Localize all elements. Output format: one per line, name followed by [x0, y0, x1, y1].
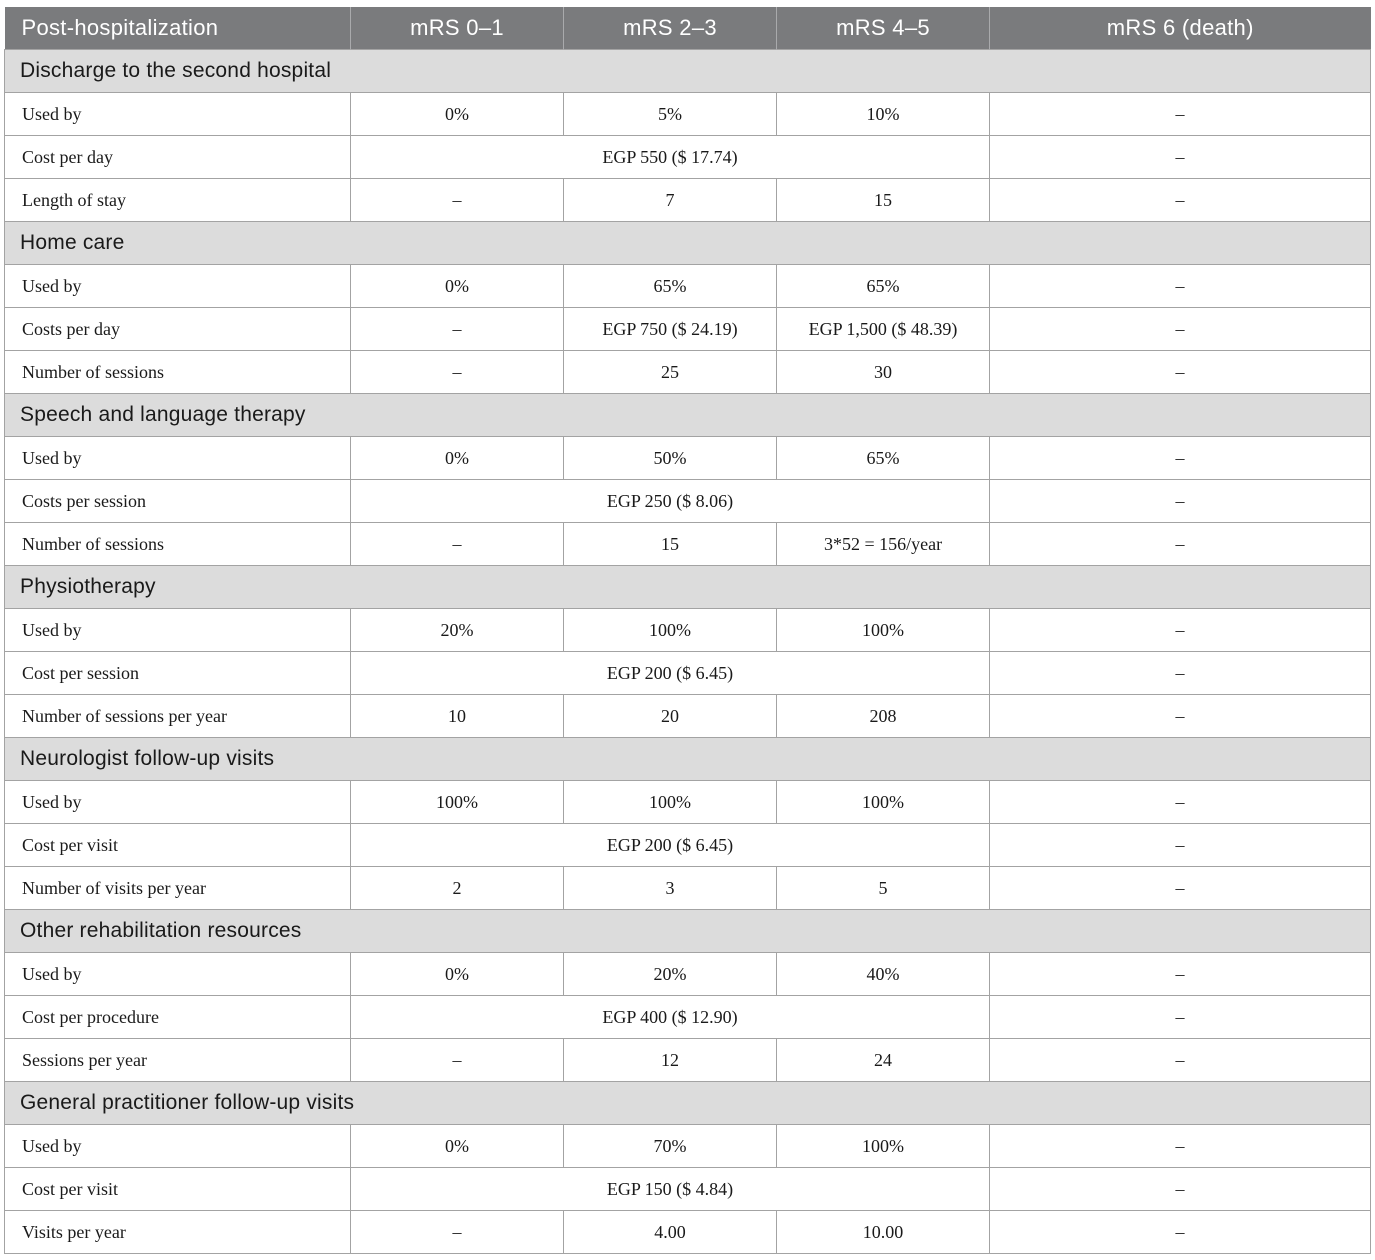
cell-mrs-6: –: [990, 1039, 1371, 1082]
cell-mrs-4-5: 208: [777, 695, 990, 738]
cell-mrs-0-5-shared: EGP 200 ($ 6.45): [351, 652, 990, 695]
cell-mrs-2-3: 7: [564, 179, 777, 222]
table-row: [5, 136, 1371, 179]
cell-mrs-0-5-shared: EGP 250 ($ 8.06): [351, 480, 990, 523]
cell-mrs-0-1: –: [351, 523, 564, 566]
section-title: Neurologist follow-up visits: [5, 738, 1371, 781]
table-row: [5, 824, 1371, 867]
header-cell-mrs-2-3: mRS 2–3: [564, 7, 777, 50]
table-row: [5, 265, 1371, 308]
row-label: Number of sessions: [5, 351, 351, 394]
section-row: [5, 50, 1371, 93]
cell-mrs-2-3: 25: [564, 351, 777, 394]
cell-mrs-2-3: EGP 750 ($ 24.19): [564, 308, 777, 351]
row-label: Used by: [5, 1125, 351, 1168]
cell-mrs-2-3: 65%: [564, 265, 777, 308]
section-row: [5, 738, 1371, 781]
cell-mrs-0-1: 10: [351, 695, 564, 738]
row-label: Cost per visit: [5, 824, 351, 867]
cell-mrs-0-5-shared: EGP 550 ($ 17.74): [351, 136, 990, 179]
cell-mrs-2-3: 4.00: [564, 1211, 777, 1254]
cell-mrs-6: –: [990, 93, 1371, 136]
header-cell-mrs-4-5: mRS 4–5: [777, 7, 990, 50]
cell-mrs-0-1: –: [351, 1211, 564, 1254]
table-row: [5, 953, 1371, 996]
cell-mrs-4-5: EGP 1,500 ($ 48.39): [777, 308, 990, 351]
cell-mrs-6: –: [990, 308, 1371, 351]
row-label: Number of sessions: [5, 523, 351, 566]
cell-mrs-4-5: 5: [777, 867, 990, 910]
table-row: [5, 437, 1371, 480]
cell-mrs-0-1: –: [351, 351, 564, 394]
cell-mrs-0-1: 20%: [351, 609, 564, 652]
row-label: Length of stay: [5, 179, 351, 222]
cell-mrs-2-3: 12: [564, 1039, 777, 1082]
cell-mrs-0-1: 0%: [351, 1125, 564, 1168]
row-label: Cost per day: [5, 136, 351, 179]
cell-mrs-0-1: –: [351, 179, 564, 222]
cell-mrs-0-1: –: [351, 308, 564, 351]
table-row: [5, 523, 1371, 566]
cell-mrs-4-5: 10.00: [777, 1211, 990, 1254]
section-row: [5, 566, 1371, 609]
cell-mrs-2-3: 15: [564, 523, 777, 566]
table-row: [5, 781, 1371, 824]
cell-mrs-6: –: [990, 179, 1371, 222]
header-cell-post-hospitalization: Post-hospitalization: [5, 7, 351, 50]
table-row: [5, 480, 1371, 523]
header-row: [5, 7, 1371, 50]
section-title: Speech and language therapy: [5, 394, 1371, 437]
header-cell-mrs-0-1: mRS 0–1: [351, 7, 564, 50]
row-label: Number of visits per year: [5, 867, 351, 910]
section-title: General practitioner follow-up visits: [5, 1082, 1371, 1125]
cell-mrs-2-3: 20: [564, 695, 777, 738]
cell-mrs-4-5: 65%: [777, 265, 990, 308]
table-row: [5, 93, 1371, 136]
table-row: [5, 1039, 1371, 1082]
section-row: [5, 1082, 1371, 1125]
row-label: Used by: [5, 609, 351, 652]
cell-mrs-4-5: 100%: [777, 1125, 990, 1168]
cell-mrs-0-5-shared: EGP 200 ($ 6.45): [351, 824, 990, 867]
row-label: Used by: [5, 437, 351, 480]
table-body: [5, 50, 1371, 1254]
cell-mrs-0-1: 0%: [351, 437, 564, 480]
table-row: [5, 179, 1371, 222]
cell-mrs-4-5: 100%: [777, 781, 990, 824]
table-row: [5, 1211, 1371, 1254]
row-label: Costs per session: [5, 480, 351, 523]
row-label: Cost per visit: [5, 1168, 351, 1211]
row-label: Costs per day: [5, 308, 351, 351]
table-row: [5, 695, 1371, 738]
cell-mrs-6: –: [990, 867, 1371, 910]
cell-mrs-0-1: 0%: [351, 953, 564, 996]
row-label: Used by: [5, 953, 351, 996]
header-cell-mrs-6: mRS 6 (death): [990, 7, 1371, 50]
section-row: [5, 222, 1371, 265]
cell-mrs-6: –: [990, 437, 1371, 480]
cost-table: [4, 7, 1371, 1254]
table-row: [5, 652, 1371, 695]
cell-mrs-2-3: 50%: [564, 437, 777, 480]
cell-mrs-6: –: [990, 824, 1371, 867]
table-row: [5, 1168, 1371, 1211]
cell-mrs-2-3: 100%: [564, 781, 777, 824]
section-row: [5, 910, 1371, 953]
section-title: Physiotherapy: [5, 566, 1371, 609]
cell-mrs-6: –: [990, 953, 1371, 996]
cell-mrs-4-5: 40%: [777, 953, 990, 996]
cell-mrs-4-5: 15: [777, 179, 990, 222]
cell-mrs-6: –: [990, 136, 1371, 179]
row-label: Number of sessions per year: [5, 695, 351, 738]
cell-mrs-6: –: [990, 652, 1371, 695]
cell-mrs-0-1: 0%: [351, 265, 564, 308]
cell-mrs-2-3: 70%: [564, 1125, 777, 1168]
cell-mrs-6: –: [990, 265, 1371, 308]
cell-mrs-0-5-shared: EGP 400 ($ 12.90): [351, 996, 990, 1039]
cell-mrs-6: –: [990, 1125, 1371, 1168]
cell-mrs-6: –: [990, 351, 1371, 394]
cell-mrs-6: –: [990, 996, 1371, 1039]
cell-mrs-4-5: 100%: [777, 609, 990, 652]
cell-mrs-6: –: [990, 523, 1371, 566]
cell-mrs-0-1: 100%: [351, 781, 564, 824]
cell-mrs-0-5-shared: EGP 150 ($ 4.84): [351, 1168, 990, 1211]
cell-mrs-6: –: [990, 695, 1371, 738]
cell-mrs-2-3: 5%: [564, 93, 777, 136]
table-row: [5, 867, 1371, 910]
cell-mrs-4-5: 3*52 = 156/year: [777, 523, 990, 566]
cell-mrs-0-1: 2: [351, 867, 564, 910]
cell-mrs-6: –: [990, 609, 1371, 652]
cell-mrs-0-1: –: [351, 1039, 564, 1082]
row-label: Used by: [5, 265, 351, 308]
table-row: [5, 609, 1371, 652]
cell-mrs-4-5: 65%: [777, 437, 990, 480]
cell-mrs-6: –: [990, 480, 1371, 523]
cell-mrs-6: –: [990, 1211, 1371, 1254]
cell-mrs-2-3: 100%: [564, 609, 777, 652]
cell-mrs-6: –: [990, 781, 1371, 824]
table-row: [5, 996, 1371, 1039]
cell-mrs-4-5: 30: [777, 351, 990, 394]
row-label: Used by: [5, 781, 351, 824]
section-row: [5, 394, 1371, 437]
cell-mrs-0-1: 0%: [351, 93, 564, 136]
section-title: Home care: [5, 222, 1371, 265]
cell-mrs-2-3: 20%: [564, 953, 777, 996]
table-row: [5, 1125, 1371, 1168]
table-row: [5, 308, 1371, 351]
row-label: Cost per procedure: [5, 996, 351, 1039]
cell-mrs-2-3: 3: [564, 867, 777, 910]
row-label: Used by: [5, 93, 351, 136]
row-label: Sessions per year: [5, 1039, 351, 1082]
table-row: [5, 351, 1371, 394]
cell-mrs-4-5: 24: [777, 1039, 990, 1082]
cell-mrs-4-5: 10%: [777, 93, 990, 136]
row-label: Visits per year: [5, 1211, 351, 1254]
row-label: Cost per session: [5, 652, 351, 695]
section-title: Other rehabilitation resources: [5, 910, 1371, 953]
section-title: Discharge to the second hospital: [5, 50, 1371, 93]
cell-mrs-6: –: [990, 1168, 1371, 1211]
